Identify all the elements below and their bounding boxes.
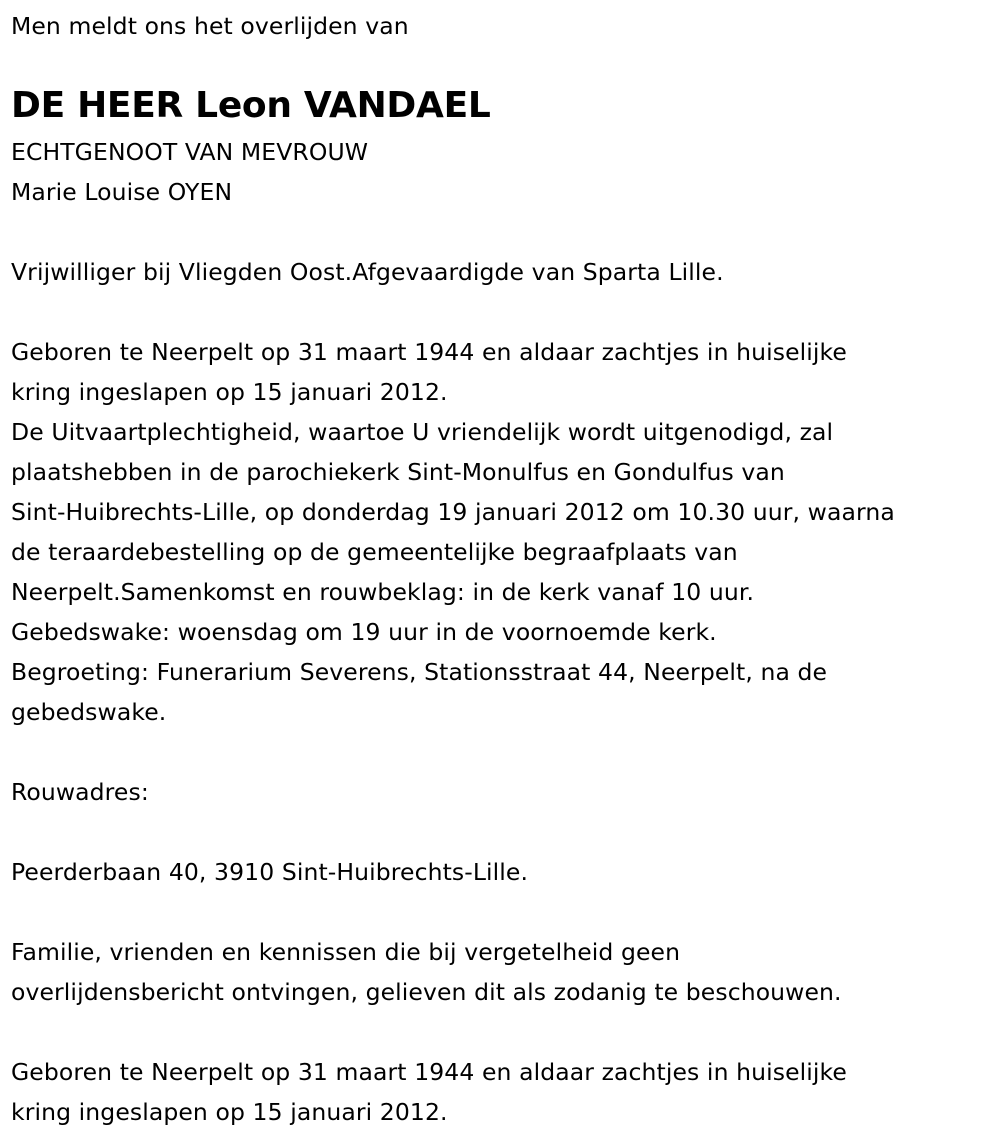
spacer [11,812,990,852]
ceremony-line-5: Neerpelt.Samenkomst en rouwbeklag: in de kerk vanaf 10 uur. [11,578,755,606]
spacer [11,892,990,932]
ceremony-line-1: De Uitvaartplechtigheid, waartoe U vriendelijk wordt uitgenodigd, zal [11,418,834,446]
spacer [11,1012,990,1052]
ceremony-line-7: Begroeting: Funerarium Severens, Stationsstraat 44, Neerpelt, na de [11,658,828,686]
family-line-1: Familie, vrienden en kennissen die bij vergetelheid geen [11,938,681,966]
spouse-line-2: Marie Louise OYEN [11,178,233,206]
ceremony-line-3: Sint-Huibrechts-Lille, op donderdag 19 januari 2012 om 10.30 uur, waarna [11,498,895,526]
intro-text: Men meldt ons het overlijden van [11,12,409,40]
ceremony-line-2: plaatshebben in de parochiekerk Sint-Monulfus en Gondulfus van [11,458,785,486]
volunteer-text: Vrijwilliger bij Vliegden Oost.Afgevaardigde van Sparta Lille. [11,258,724,286]
ceremony-line-4: de teraardebestelling op de gemeentelijke begraafplaats van [11,538,738,566]
spacer [11,732,990,772]
born-line-1: Geboren te Neerpelt op 31 maart 1944 en aldaar zachtjes in huiselijke [11,338,847,366]
born-line-2: kring ingeslapen op 15 januari 2012. [11,378,448,406]
ceremony-line-8: gebedswake. [11,698,167,726]
family-line-2: overlijdensbericht ontvingen, gelieven dit als zodanig te beschouwen. [11,978,842,1006]
born-repeat-line-1: Geboren te Neerpelt op 31 maart 1944 en aldaar zachtjes in huiselijke [11,1058,847,1086]
spacer [11,212,990,252]
spacer [11,292,990,332]
deceased-name: DE HEER Leon VANDAEL [11,85,491,126]
address-label: Rouwadres: [11,778,149,806]
ceremony-line-6: Gebedswake: woensdag om 19 uur in de voornoemde kerk. [11,618,717,646]
mourning-address: Peerderbaan 40, 3910 Sint-Huibrechts-Lille. [11,858,529,886]
born-repeat-line-2: kring ingeslapen op 15 januari 2012. [11,1098,448,1126]
spouse-line-1: ECHTGENOOT VAN MEVROUW [11,138,369,166]
